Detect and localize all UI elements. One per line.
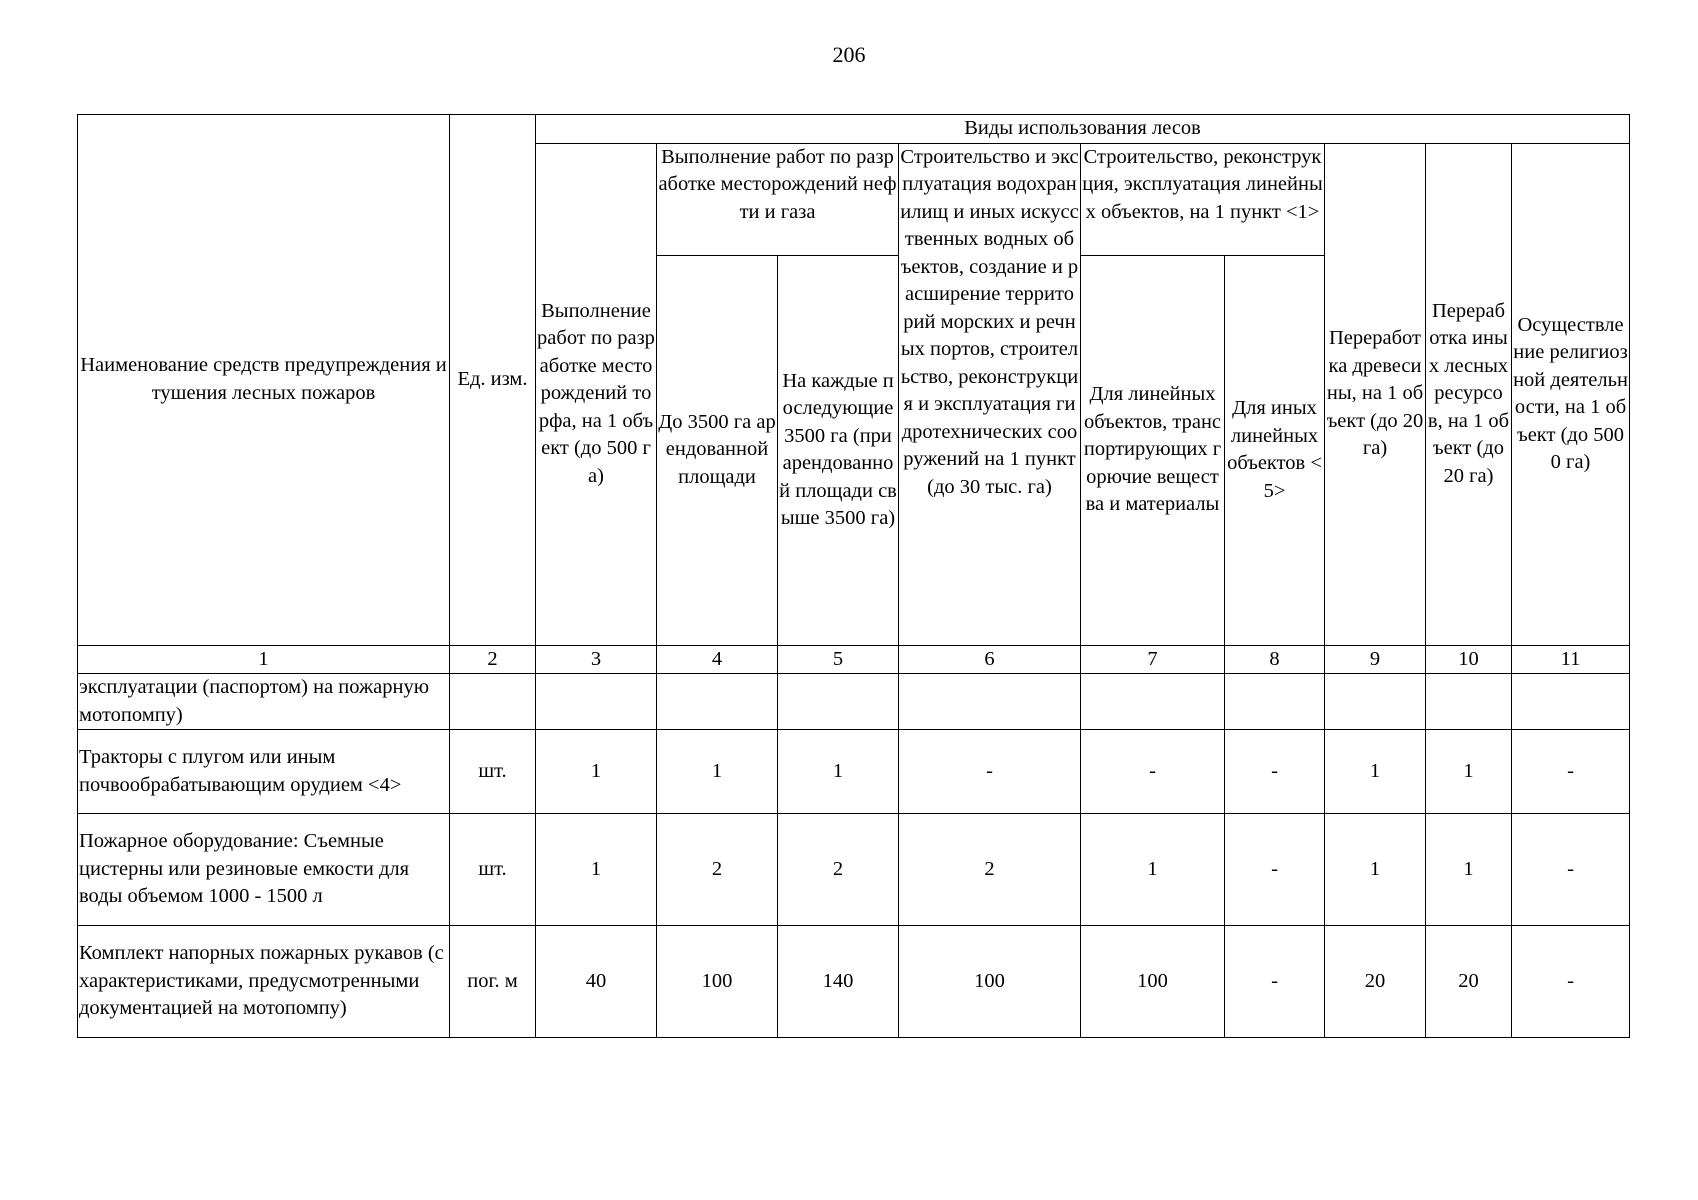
header-unit: Ед. изм. [450,115,536,646]
value-cell [899,674,1081,730]
value-cell: 1 [1426,730,1512,814]
value-cell [1512,674,1630,730]
column-numbers-row [78,645,1630,674]
column-number: 1 [78,645,450,674]
equipment-name-cell: эксплуатации (паспортом) на пожарную мотопомпу) [78,674,450,730]
column-number: 3 [536,645,657,674]
value-cell: - [1081,730,1225,814]
value-cell: 1 [536,730,657,814]
header-col-5: На каждые последующие 3500 га (при арендованной площади свыше 3500 га) [778,255,899,645]
value-cell: - [1225,814,1325,926]
column-number: 6 [899,645,1081,674]
unit-cell: пог. м [450,926,536,1038]
value-cell: - [1225,926,1325,1038]
value-cell: - [1512,814,1630,926]
table-row [78,926,1630,1038]
value-cell [536,674,657,730]
column-number: 9 [1325,645,1426,674]
value-cell: 1 [536,814,657,926]
table-row [78,674,1630,730]
forest-fire-equipment-table [77,114,1630,1038]
header-col-3: Выполнение работ по разработке месторождений торфа, на 1 объект (до 500 га) [536,143,657,645]
header-oil-gas-group: Выполнение работ по разработке месторождений нефти и газа [657,143,899,255]
value-cell: - [1225,730,1325,814]
header-col-9: Переработка древесины, на 1 объект (до 20 га) [1325,143,1426,645]
table-row [78,814,1630,926]
header-linear-objects-group: Строительство, реконструкция, эксплуатация линейных объектов, на 1 пункт <1> [1081,143,1325,255]
unit-cell: шт. [450,814,536,926]
value-cell [1081,674,1225,730]
value-cell: 100 [899,926,1081,1038]
value-cell [1426,674,1512,730]
column-number: 8 [1225,645,1325,674]
column-number: 4 [657,645,778,674]
column-number: 11 [1512,645,1630,674]
value-cell: 2 [778,814,899,926]
value-cell: - [1512,926,1630,1038]
value-cell: 40 [536,926,657,1038]
value-cell: 20 [1325,926,1426,1038]
value-cell: 1 [778,730,899,814]
header-forest-use-types: Виды использования лесов [536,115,1630,144]
header-col-4: До 3500 га арендованной площади [657,255,778,645]
column-number: 10 [1426,645,1512,674]
value-cell [1325,674,1426,730]
value-cell: 20 [1426,926,1512,1038]
value-cell: 1 [657,730,778,814]
value-cell: 1 [1426,814,1512,926]
column-number: 2 [450,645,536,674]
value-cell [778,674,899,730]
value-cell: 1 [1325,730,1426,814]
value-cell: 100 [1081,926,1225,1038]
unit-cell [450,674,536,730]
column-number: 7 [1081,645,1225,674]
value-cell: 1 [1325,814,1426,926]
value-cell: 1 [1081,814,1225,926]
header-equipment-name: Наименование средств предупреждения и тушения лесных пожаров [78,115,450,646]
value-cell: 2 [657,814,778,926]
value-cell [1225,674,1325,730]
equipment-name-cell: Пожарное оборудование: Съемные цистерны или резиновые емкости для воды объемом 1000 - 1500 л [78,814,450,926]
unit-cell: шт. [450,730,536,814]
page-number: 206 [832,42,866,67]
header-col-6: Строительство и эксплуатация водохранилищ и иных искусственных водных объектов, создание и расширение территорий морских и речных портов, строительство, реконструкция и эксплуатация гидротехнических сооружений на 1 пункт (до 30 тыс. га) [899,143,1081,645]
equipment-name-cell: Тракторы с плугом или иным почвообрабатывающим орудием <4> [78,730,450,814]
header-col-10: Переработка иных лесных ресурсов, на 1 объект (до 20 га) [1426,143,1512,645]
column-number: 5 [778,645,899,674]
header-col-8: Для иных линейных объектов <5> [1225,255,1325,645]
value-cell: 100 [657,926,778,1038]
table-row [78,730,1630,814]
value-cell: 140 [778,926,899,1038]
header-row-group [78,115,1630,144]
value-cell: 2 [899,814,1081,926]
header-col-7: Для линейных объектов, транспортирующих горючие вещества и материалы [1081,255,1225,645]
equipment-name-cell: Комплект напорных пожарных рукавов (с характеристиками, предусмотренными документацией на мотопомпу) [78,926,450,1038]
value-cell [657,674,778,730]
value-cell: - [1512,730,1630,814]
value-cell: - [899,730,1081,814]
header-col-11: Осуществление религиозной деятельности, на 1 объект (до 5000 га) [1512,143,1630,645]
